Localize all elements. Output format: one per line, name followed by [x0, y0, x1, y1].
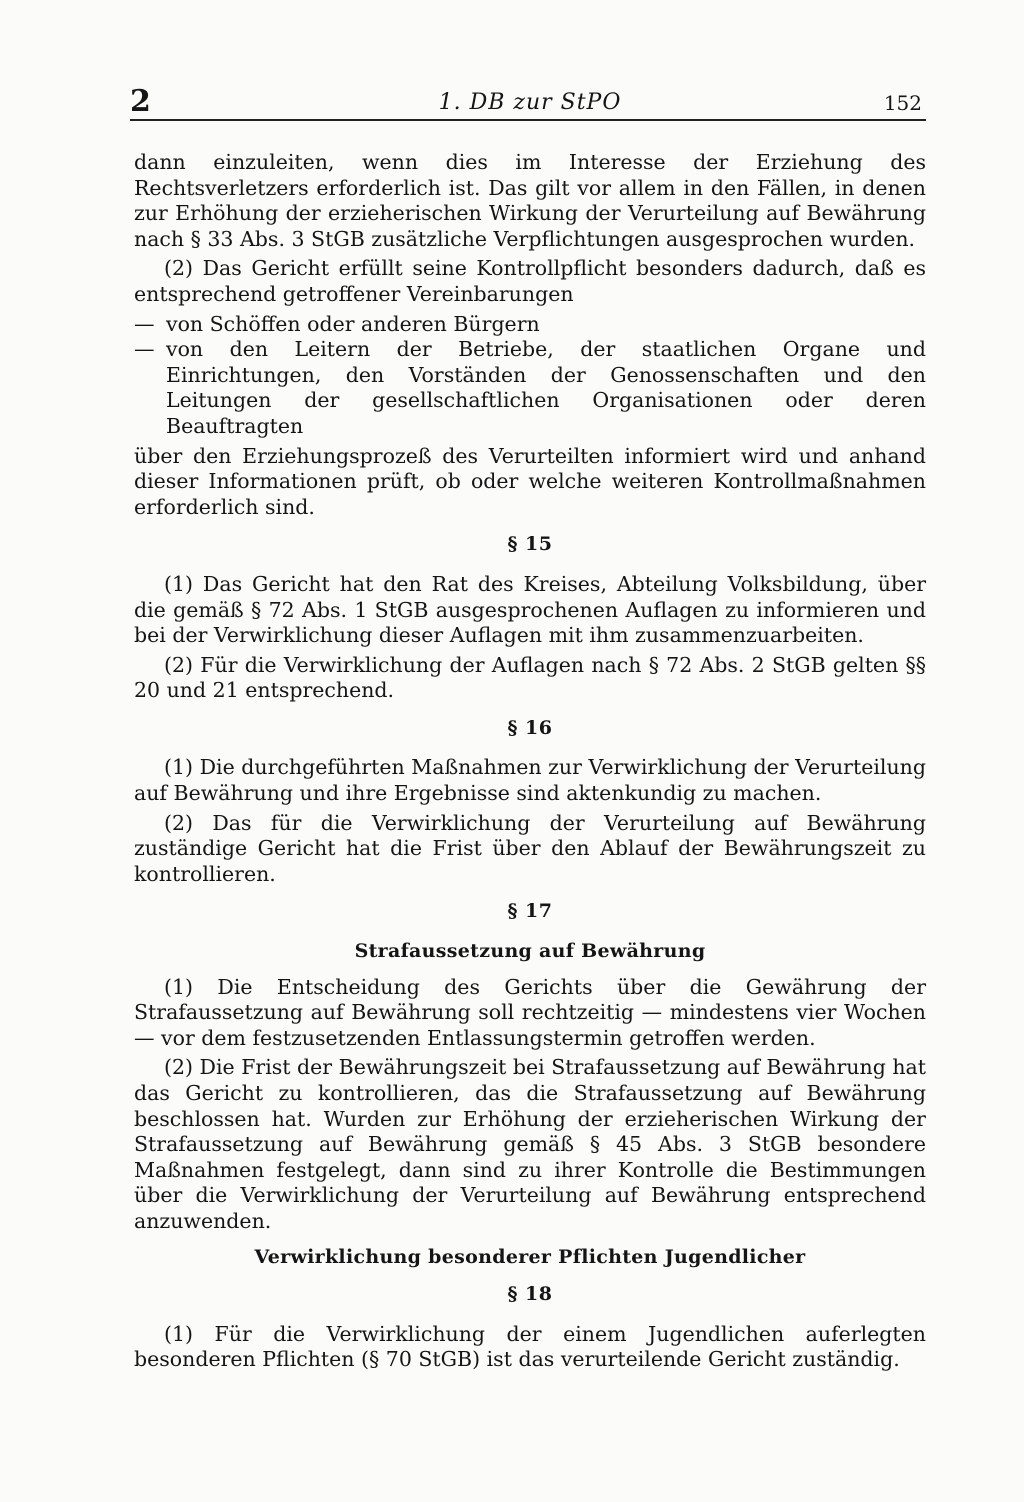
dash-bullet: — [134, 337, 155, 362]
youth-obligations-title: Verwirklichung besonderer Pflichten Jugendlicher [254, 1245, 806, 1268]
section-16-heading: § 16 [507, 716, 553, 739]
page-number: 152 [883, 91, 922, 115]
paragraph-14-2-intro: (2) Das Gericht erfüllt seine Kontrollpflicht besonders dadurch, daß es entsprechend getroffener Vereinbarungen [134, 256, 926, 306]
paragraph-continued: dann einzuleiten, wenn dies im Interesse der Erziehung des Rechtsverletzers erforderlich ist. Das gilt vor allem in den Fällen, in denen zur Erhöhung der erzieherischen Wirkung der Verurteilung auf Bewährung nach § 33 Abs. 3 StGB zusätzliche Verpflichtungen ausgesprochen wurden. [134, 150, 926, 251]
list-item [134, 312, 926, 338]
dash-list [134, 312, 926, 440]
section-15-para-1: (1) Das Gericht hat den Rat des Kreises, Abteilung Volksbildung, über die gemäß § 72 Abs. 1 StGB ausgesprochenen Auflagen zu informieren und bei der Verwirklichung dieser Auflagen mit ihm zusammenzuarbeiten. [134, 571, 926, 648]
section-15-heading: § 15 [507, 533, 553, 556]
section-17-heading: § 17 [507, 900, 553, 923]
list-item [134, 337, 926, 439]
list-item-text: von den Leitern der Betriebe, der staatlichen Organe und Einrichtungen, den Vorständen der Genossenschaften und den Leitungen der gesellschaftlichen Organisationen oder deren Beauftragten [166, 337, 926, 438]
section-16-para-2: (2) Das für die Verwirklichung der Verurteilung auf Bewährung zuständige Gericht hat die Frist über den Ablauf der Bewährungszeit zu kontrollieren. [134, 810, 926, 886]
section-17-para-1: (1) Die Entscheidung des Gerichts über die Gewährung der Strafaussetzung auf Bewährung soll rechtzeitig — mindestens vier Wochen — vor dem festzusetzenden Entlassungstermin getroffen werden. [134, 974, 926, 1050]
page-body [134, 150, 926, 1377]
running-header [130, 82, 926, 122]
list-item-text: von Schöffen oder anderen Bürgern [166, 311, 540, 336]
section-17-para-2: (2) Die Frist der Bewährungszeit bei Strafaussetzung auf Bewährung hat das Gericht zu kontrollieren, das die Strafaussetzung auf Bewährung beschlossen hat. Wurden zur Erhöhung der erzieherischen Wirkung der Strafaussetzung auf Bewährung gemäß § 45 Abs. 3 StGB besondere Maßnahmen festgelegt, dann sind zu ihrer Kontrolle die Bestimmungen über die Verwirklichung der Verurteilung auf Bewährung entsprechend anzuwenden. [134, 1055, 926, 1233]
section-15-para-2: (2) Für die Verwirklichung der Auflagen nach § 72 Abs. 2 StGB gelten §§ 20 und 21 entsprechend. [134, 652, 926, 703]
header-title: 1. DB zur StPO [438, 90, 622, 115]
chapter-number: 2 [130, 84, 151, 119]
section-18-heading: § 18 [507, 1283, 553, 1306]
dash-bullet: — [134, 311, 155, 336]
paragraph-14-2-outro: über den Erziehungsprozeß des Verurteilten informiert wird und anhand dieser Informationen prüft, ob oder welche weiteren Kontrollmaßnahmen erforderlich sind. [134, 443, 926, 519]
header-rule [130, 119, 926, 121]
section-17-title: Strafaussetzung auf Bewährung [354, 940, 706, 963]
section-16-para-1: (1) Die durchgeführten Maßnahmen zur Verwirklichung der Verurteilung auf Bewährung und ihre Ergebnisse sind aktenkundig zu machen. [134, 755, 926, 806]
section-18-para-1: (1) Für die Verwirklichung der einem Jugendlichen auferlegten besonderen Pflichten (§ 70 StGB) ist das verurteilende Gericht zuständig. [134, 1321, 926, 1372]
